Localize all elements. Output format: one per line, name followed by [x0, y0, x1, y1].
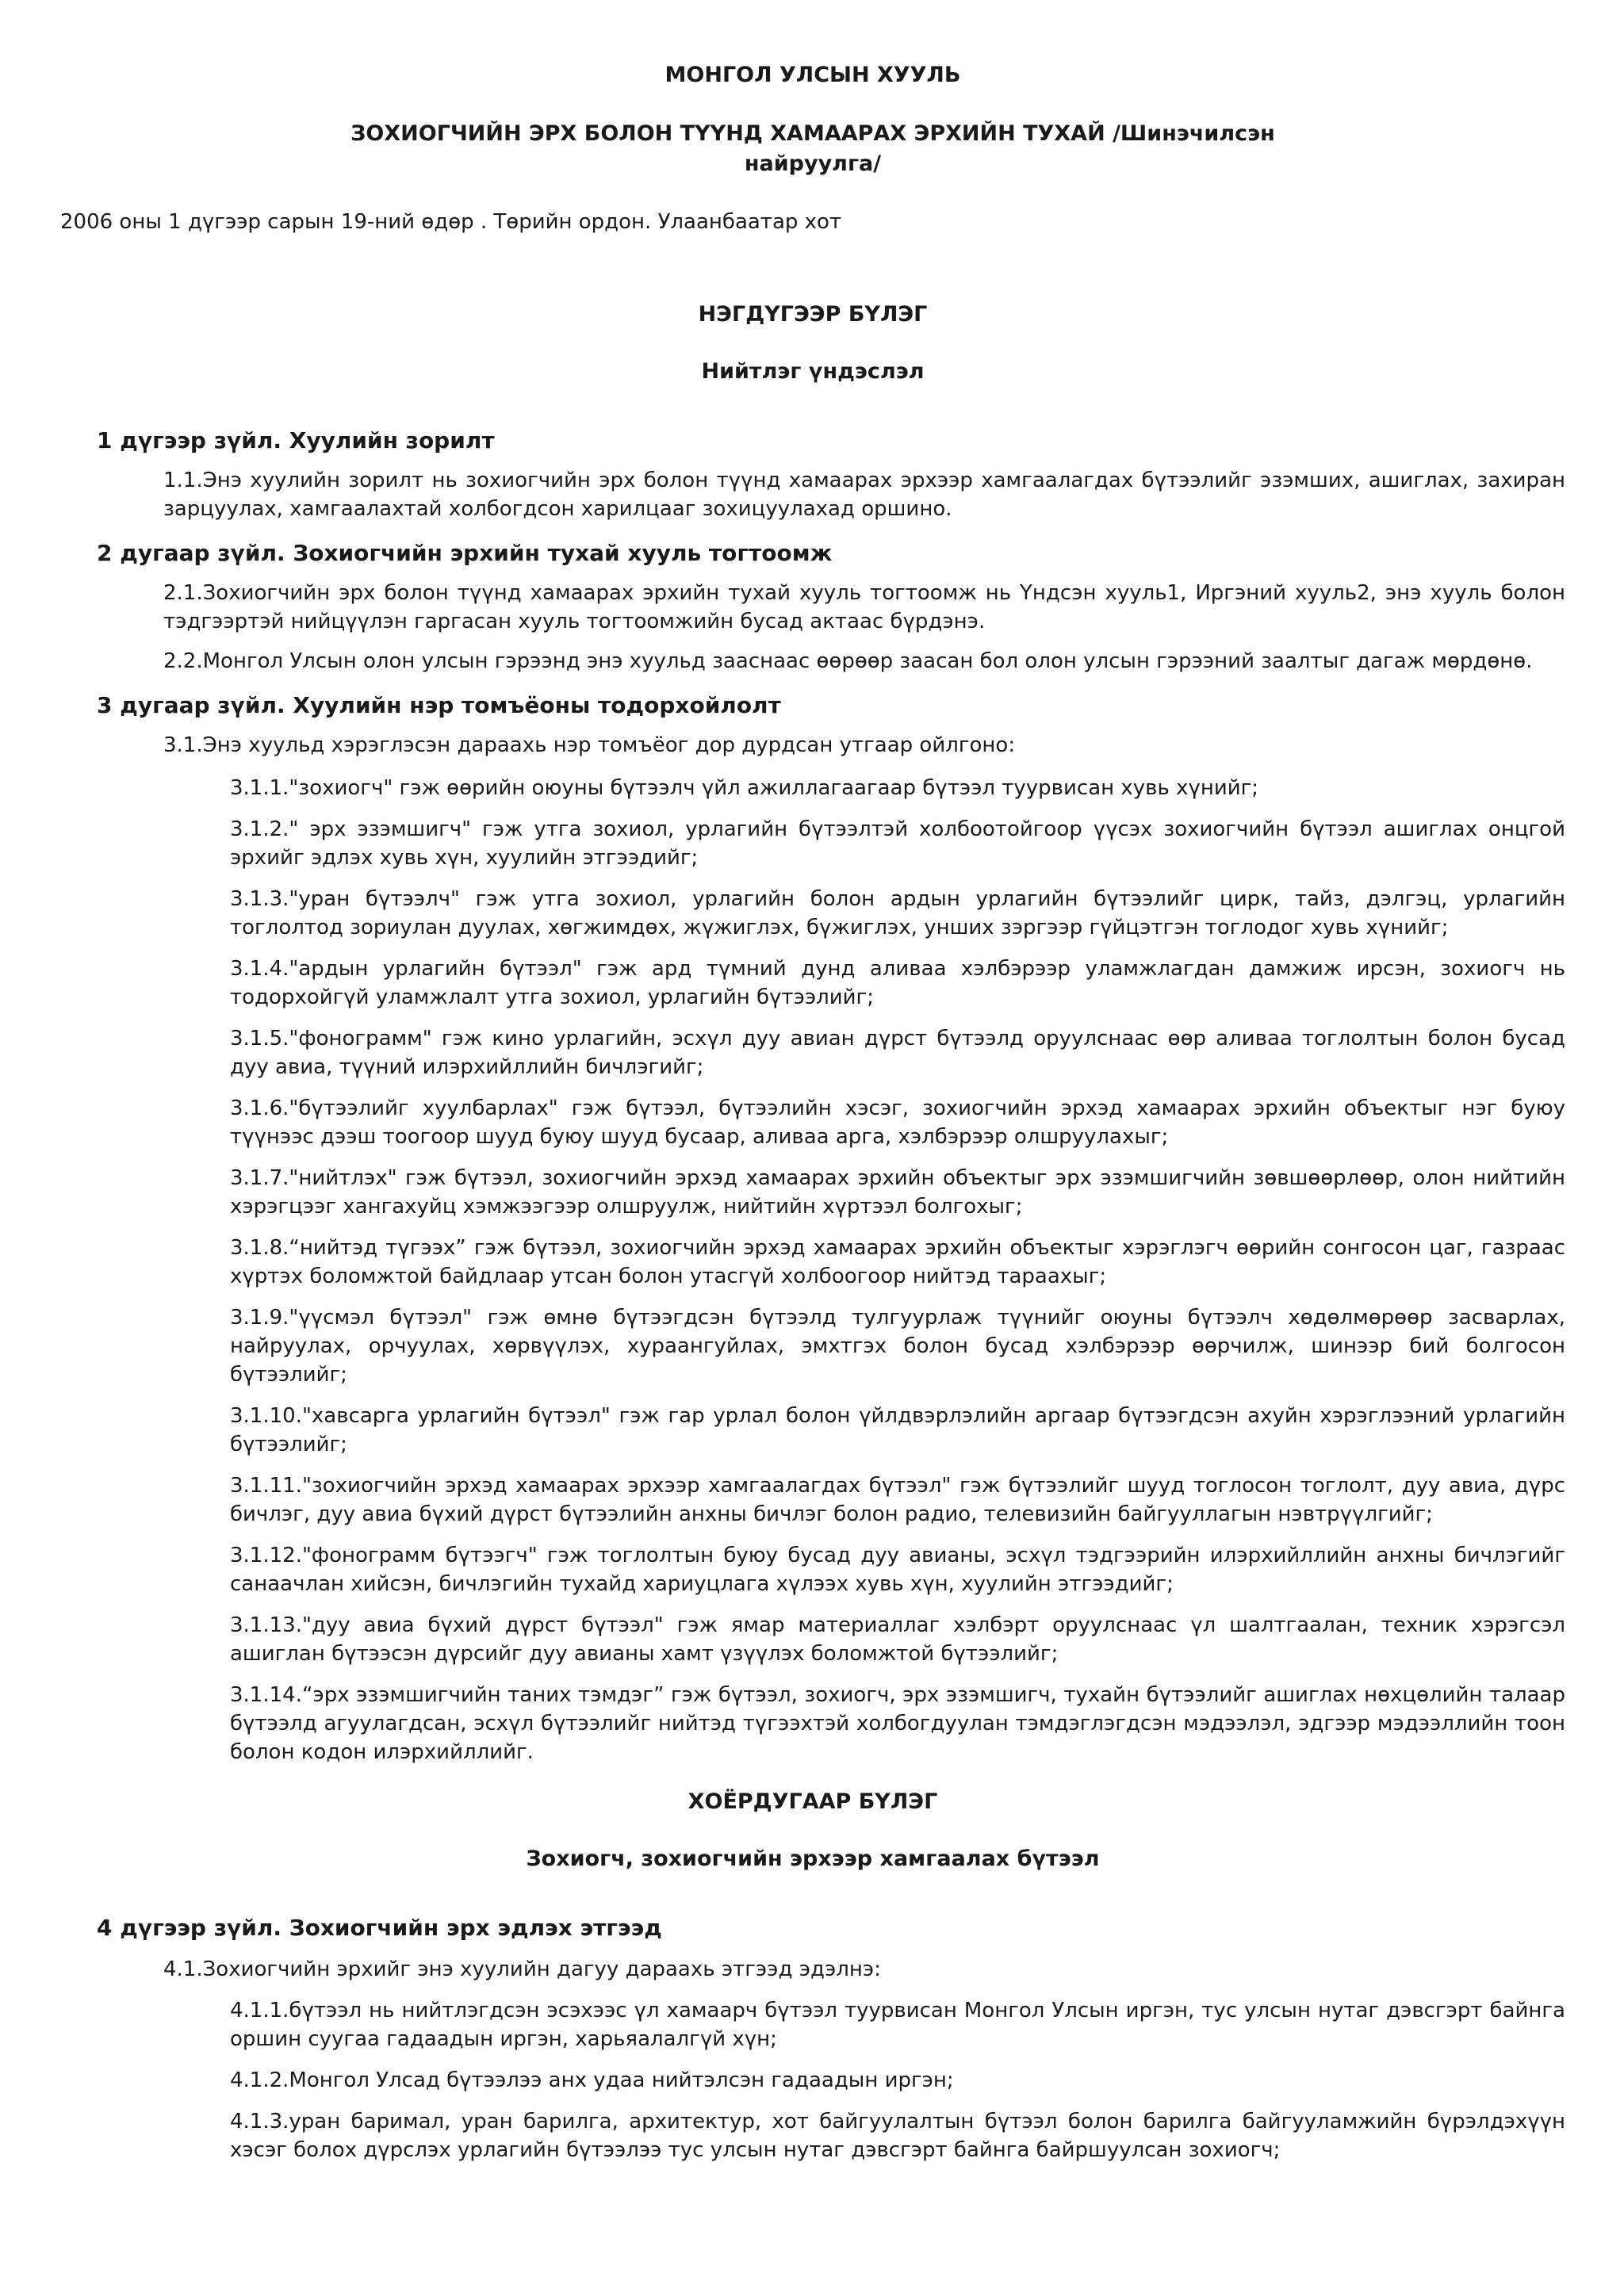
para-3-1-3: 3.1.3."уран бүтээлч" гэж утга зохиол, урлагийн болон ардын урлагийн бүтээлийг цирк, тайз, дэлгэц, урлагийн тоглолтод зориулан дуулах, хөгжимдөх, жүжиглэх, бүжиглэх, унших зэргээр гүйцэтгэн тоглодог хувь хүнийг; — [230, 887, 1565, 939]
para-3-1-2: 3.1.2." эрх эзэмшигч" гэж утга зохиол, урлагийн бүтээлтэй холбоотойгоор үүсэх зохиогчийн бүтээл ашиглах онцгой эрхийг эдлэх хувь хүн, хуулийн этгээдийг; — [230, 817, 1565, 870]
para-2-1: 2.1.Зохиогчийн эрх болон түүнд хамаарах эрхийн тухай хууль тогтоомж нь Үндсэн хууль1, Иргэний хууль2, энэ хууль болон тэдгээртэй нийцүүлэн гаргасан хууль тогтоомжийн бусад актаас бүрдэнэ. — [163, 581, 1565, 633]
para-4-1-1: 4.1.1.бүтээл нь нийтлэгдсэн эсэхээс үл хамаарч бүтээл туурвисан Монгол Улсын иргэн, тус улсын нутаг дэвсгэрт байнга оршин суугаа гадаадын иргэн, харьяалалгүй хүн; — [230, 1999, 1565, 2051]
para-3-1-12: 3.1.12."фонограмм бүтээгч" гэж тоглолтын буюу бусад дуу авианы, эсхүл тэдгээрийн илэрхийллийн анхны бичлэгийг санаачлан хийсэн, бичлэгийн тухайд хариуцлага хүлээх хувь хүн, хуулийн этгээдийг; — [230, 1544, 1565, 1596]
chapter1-subtitle: Нийтлэг үндэслэл — [701, 359, 925, 384]
law-subtitle-line1: ЗОХИОГЧИЙН ЭРХ БОЛОН ТҮҮНД ХАМААРАХ ЭРХИЙН ТУХАЙ /Шинэчилсэн — [350, 121, 1275, 146]
para-3-1-4: 3.1.4."ардын урлагийн бүтээл" гэж ард түмний дунд аливаа хэлбэрээр уламжлагдан дамжиж ирсэн, зохиогч нь тодорхойгүй уламжлалт утга зохиол, урлагийн бүтээлийг; — [230, 957, 1565, 1009]
para-2-2: 2.2.Монгол Улсын олон улсын гэрээнд энэ хуульд зааснаас өөрөөр заасан бол олон улсын гэрээний заалтыг дагаж мөрдөнө. — [163, 649, 1533, 673]
para-1-1: 1.1.Энэ хуулийн зорилт нь зохиогчийн эрх болон түүнд хамаарах эрхээр хамгаалагдах бүтээлийг эзэмших, ашиглах, захиран зарцуулах, хамгаалахтай холбогдсон харилцааг зохицуулахад оршино. — [163, 469, 1565, 521]
article1-heading: 1 дүгээр зүйл. Хуулийн зорилт — [97, 427, 495, 453]
chapter2-title: ХОЁРДУГААР БҮЛЭГ — [688, 1789, 938, 1814]
para-3-1-7: 3.1.7."нийтлэх" гэж бүтээл, зохиогчийн эрхэд хамаарах эрхийн объектыг эрх эзэмшигчийн зөвшөөрлөөр, олон нийтийн хэрэгцээг хангахуйц хэмжээгээр олшруулж, нийтийн хүртээл болгохыг; — [230, 1166, 1565, 1219]
para-3-1-13: 3.1.13."дуу авиа бүхий дүрст бүтээл" гэж ямар материаллаг хэлбэрт оруулснаас үл шалтгаалан, техник хэрэгсэл ашиглан бүтээсэн дүрсийг дуу авианы хамт үзүүлэх боломжтой бүтээлийг; — [230, 1613, 1565, 1666]
chapter2-subtitle: Зохиогч, зохиогчийн эрхээр хамгаалах бүтээл — [526, 1846, 1100, 1871]
para-3-1-10: 3.1.10."хавсарга урлагийн бүтээл" гэж гар урлал болон үйлдвэрлэлийн аргаар бүтээгдсэн ахуйн хэрэглээний урлагийн бүтээлийг; — [230, 1404, 1565, 1456]
para-3-1-11: 3.1.11."зохиогчийн эрхэд хамаарах эрхээр хамгаалагдах бүтээл" гэж бүтээлийг шууд тоглосон тоглолт, дуу авиа, дүрс бичлэг, дуу авиа бүхий дүрст бүтээлийн анхны бичлэг болон радио, телевизийн байгууллагын нэвтрүүлгийг; — [230, 1474, 1565, 1526]
para-3-1-5: 3.1.5."фонограмм" гэж кино урлагийн, эсхүл дуу авиан дүрст бүтээлд оруулснаас өөр аливаа тоглолтын болон бусад дуу авиа, түүний илэрхийллийн бичлэгийг; — [230, 1027, 1565, 1079]
para-3-1: 3.1.Энэ хуульд хэрэглэсэн дараахь нэр томъёог дор дурдсан утгаар ойлгоно: — [163, 733, 1016, 757]
para-4-1-3: 4.1.3.уран баримал, уран барилга, архитектур, хот байгуулалтын бүтээл болон барилга байгууламжийн бүрэлдэхүүн хэсэг болох дүрслэх урлагийн бүтээлээ тус улсын нутаг дэвсгэрт байнга байршуулсан зохиогч; — [230, 2110, 1565, 2162]
law-subtitle-line2: найруулга/ — [744, 151, 882, 176]
para-4-1-2: 4.1.2.Монгол Улсад бүтээлээ анх удаа нийтэлсэн гадаадын иргэн; — [230, 2068, 954, 2092]
para-3-1-14: 3.1.14.“эрх эзэмшигчийн таних тэмдэг” гэж бүтээл, зохиогч, эрх эзэмшигч, тухайн бүтээлийг ашиглах нөхцөлийн талаар бүтээлд агуулагдсан, эсхүл бүтээлийг нийтэд түгээхтэй холбогдуулан тэмдэглэгдсэн мэдээлэл, эдгээр мэдээллийн тоон болон кодон илэрхийллийг. — [230, 1683, 1565, 1764]
dateline: 2006 оны 1 дүгээр сарын 19-ний өдөр . Төрийн ордон. Улаанбаатар хот — [60, 210, 842, 234]
chapter1-title: НЭГДҮГЭЭР БҮЛЭГ — [698, 302, 928, 327]
para-3-1-9: 3.1.9."үүсмэл бүтээл" гэж өмнө бүтээгдсэн бүтээлд тулгуурлаж түүнийг оюуны бүтээлч хөдөлмөрөөр засварлах, найруулах, орчуулах, хөрвүүлэх, хураангуйлах, эмхтгэх болон бусад хэлбэрээр өөрчилж, шинээр бий болгосон бүтээлийг; — [230, 1306, 1565, 1387]
law-title: МОНГОЛ УЛСЫН ХУУЛЬ — [665, 63, 961, 87]
para-3-1-6: 3.1.6."бүтээлийг хуулбарлах" гэж бүтээл, бүтээлийн хэсэг, зохиогчийн эрхэд хамаарах эрхийн объектыг нэг буюу түүнээс дээш тоогоор шууд буюу шууд бусаар, аливаа арга, хэлбэрээр олшруулахыг; — [230, 1096, 1565, 1149]
para-3-1-1: 3.1.1."зохиогч" гэж өөрийн оюуны бүтээлч үйл ажиллагаагаар бүтээл туурвисан хувь хүнийг; — [230, 776, 1259, 800]
article4-heading: 4 дүгээр зүйл. Зохиогчийн эрх эдлэх этгээд — [97, 1915, 662, 1941]
para-3-1-8: 3.1.8.“нийтэд түгээх” гэж бүтээл, зохиогчийн эрхэд хамаарах эрхийн объектыг хэрэглэгч өөрийн сонгосон цаг, газраас хүртэх боломжтой байдлаар утсан болон утасгүй холбоогоор нийтэд тараахыг; — [230, 1236, 1565, 1288]
article2-heading: 2 дугаар зүйл. Зохиогчийн эрхийн тухай хууль тогтоомж — [97, 540, 833, 566]
para-4-1: 4.1.Зохиогчийн эрхийг энэ хуулийн дагуу дараахь этгээд эдэлнэ: — [163, 1957, 881, 1981]
article3-heading: 3 дугаар зүйл. Хуулийн нэр томъёоны тодорхойлолт — [97, 692, 781, 718]
